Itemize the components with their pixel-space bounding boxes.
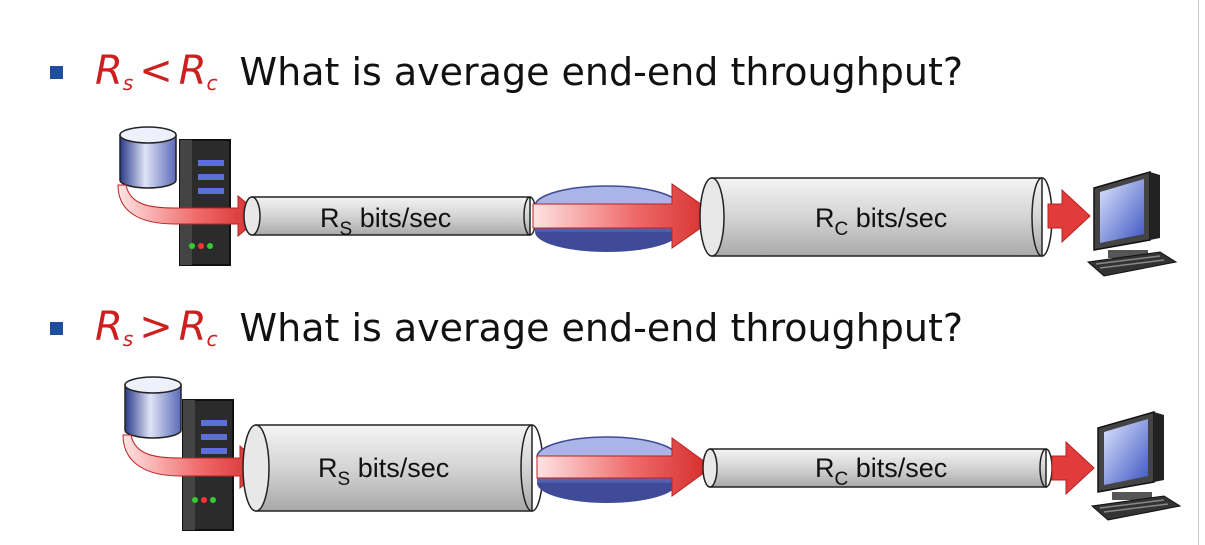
cond-operator: > [139,304,173,350]
cond-right-sub: c [206,71,218,95]
exit-arrow-icon [1048,190,1090,242]
scenario-2-bullet [50,298,963,358]
condition-2 [95,304,218,351]
cond-right: R [178,304,207,350]
cond-right: R [178,48,207,94]
link-rc-sub: C [834,469,849,490]
link-rs-main: R [320,203,340,233]
cond-left: R [95,48,123,94]
cond-operator: < [139,48,173,94]
database-icon [120,127,176,188]
link-rc-unit: bits/sec [848,453,948,483]
server-icon [180,140,230,265]
scenario-1-bullet [50,42,963,102]
bullet-marker [50,322,63,335]
bullet-marker [50,66,63,79]
condition-1 [95,48,218,95]
link-rc-main: R [815,203,835,233]
link-rs-sub: S [339,219,353,240]
exit-arrow-icon [1052,442,1094,494]
network-diagram-2 [0,372,1205,542]
link-rs-unit: bits/sec [350,453,450,483]
cond-left-sub: s [122,71,134,95]
link-rc-sub: C [834,219,849,240]
cond-left-sub: s [122,327,134,351]
cond-left: R [95,304,123,350]
database-icon [125,377,181,438]
link-rs-main: R [318,453,338,483]
computer-icon [1092,412,1180,520]
link-rc-main: R [815,453,835,483]
question-1: What is average end-end throughput? [239,50,964,94]
cond-right-sub: c [206,327,218,351]
link-rc-unit: bits/sec [848,203,948,233]
computer-icon [1088,172,1176,276]
link-rs-unit: bits/sec [352,203,452,233]
network-diagram-1 [0,125,1205,285]
link-rs-sub: S [337,469,351,490]
question-2: What is average end-end throughput? [239,306,964,350]
